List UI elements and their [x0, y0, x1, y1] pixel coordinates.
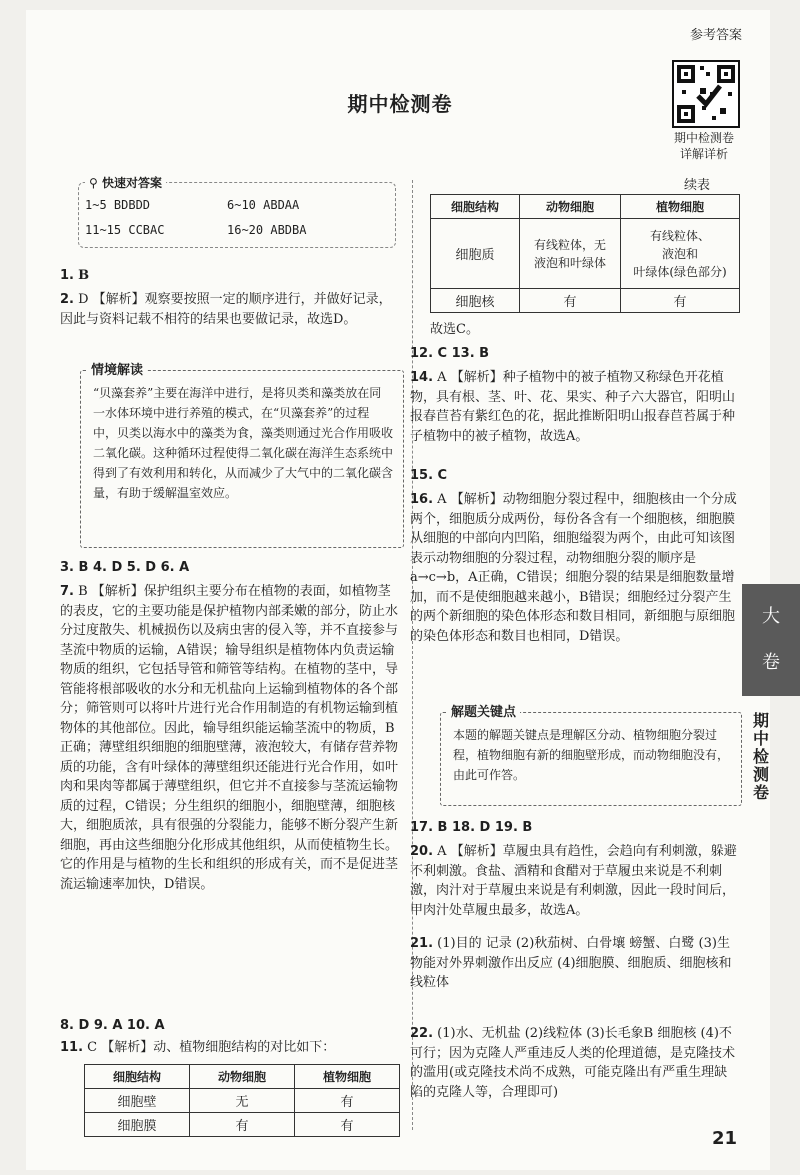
answer-text: (1)水、无机盐 (2)线粒体 (3)长毛象B 细胞核 (4)不可行；因为克隆人严重违反人类的伦理道德，是克隆技术的滥用(或克隆技术尚不成熟，可能克隆出有严重生理缺陷的克隆人等，合理即可) [410, 1026, 736, 1100]
table-cell [520, 219, 621, 289]
answer-22 [410, 1024, 740, 1102]
answer-1 [60, 266, 400, 286]
answer-11-end: 故选C。 [430, 322, 479, 337]
magnifier-icon: ⚲ [89, 176, 98, 190]
answer-20 [410, 842, 740, 920]
answer-number: 11. [60, 1040, 84, 1055]
quick-answer-cell: 16~20 ABDBA [227, 223, 307, 237]
answer-7 [60, 582, 400, 894]
table-cell: 有 [295, 1113, 400, 1137]
table-cell [621, 219, 740, 289]
table-row [85, 1113, 400, 1137]
quick-answers-title: 快速对答案 [101, 176, 162, 190]
table-row [85, 1089, 400, 1113]
answer-14 [410, 368, 740, 446]
table-header: 动物细胞 [190, 1065, 295, 1089]
table-cell: 有 [190, 1113, 295, 1137]
answer-2 [60, 290, 400, 329]
quick-answer-cell: 6~10 ABDAA [227, 198, 300, 212]
table-cell: 细胞膜 [85, 1113, 190, 1137]
answer-number: 20. [410, 844, 434, 859]
qr-code-icon [672, 60, 740, 128]
answer-text: B 【解析】保护组织主要分布在植物的表面，如植物茎的表皮，它的主要功能是保护植物内部柔嫩的部分，防止水分过度散失、机械损伤以及病虫害的侵入等，并不直接参与茎流中物质的运输，A错误；输导组织是植物体内负责运输物质的组织，它包括导管和筛管等结构。在植物的茎中，导管能将根部吸收的水分和无机盐向上运输到植物体的各个部分；筛管则可以将叶片进行光合作用制造的有机物运输到植物体的其他部位。因此，输导组织能运输茎流中的物质，B正确；薄壁组织细胞的细胞壁薄，液泡较大，有储存营养物质的功能，含有叶绿体的薄壁组织还能进行光合作用，如叶肉和果肉等都属于薄壁组织，但它并不直接参与茎流运输物质的过程，C错误；分生组织的细胞小，细胞壁薄，细胞核大，细胞质浓，具有很强的分裂能力，能够不断分裂产生新细胞，再由这些细胞分化形成其他组织，从而使植物生长。它的作用是与植物的生长和组织的形成有关，而不是促进茎流运输速率加快，D错误。 [60, 584, 399, 892]
quick-answers-heading [85, 174, 166, 191]
table-cell: 无 [190, 1089, 295, 1113]
quick-answers-box [78, 176, 396, 248]
table-row [431, 219, 740, 289]
cell-structure-table-continued [430, 194, 740, 313]
answers-12-13: 12. C 13. B [410, 346, 490, 361]
answer-text: D 【解析】观察要按照一定的顺序进行，并做好记录，因此与资料记载不相符的结果也要做记录，故选D。 [60, 292, 392, 327]
context-reading-box [80, 363, 404, 548]
qr-caption [664, 130, 744, 162]
table-header: 细胞结构 [85, 1065, 190, 1089]
context-reading-text: “贝藻套养”主要在海洋中进行，是将贝类和藻类放在同一水体环境中进行养殖的模式，在“贝藻套养”的过程中，贝类以海水中的藻类为食，藻类则通过光合作用吸收二氧化碳。这种循环过程使得二氧化碳在海洋生态系统中得到了有效利用和转化，从而减少了大气中的二氧化碳含量，有助于缓解温室效应。 [93, 386, 394, 500]
answer-number: 16. [410, 492, 434, 507]
key-point-box [440, 705, 742, 806]
answer-15: 15. C [410, 468, 448, 483]
answer-text: C 【解析】动、植物细胞结构的对比如下： [87, 1040, 336, 1055]
table-header-row [431, 195, 740, 219]
answer-text: A 【解析】草履虫具有趋性，会趋向有利刺激，躲避不利刺激。食盐、酒精和食醋对于草履虫来说是不利刺激，肉汁对于草履虫来说是有利刺激，因此一段时间后，甲肉汁处草履虫最多，故选A。 [410, 844, 737, 918]
side-tab [742, 584, 800, 696]
context-reading-heading: 情境解读 [87, 361, 147, 381]
table-header: 植物细胞 [621, 195, 740, 219]
table-header-row [85, 1065, 400, 1089]
side-tab-top: 大 [762, 606, 780, 627]
cell-line: 有线粒体，无 [533, 237, 606, 252]
answer-16 [410, 490, 740, 646]
table-header: 动物细胞 [520, 195, 621, 219]
qr-caption-line1: 期中检测卷 [673, 131, 734, 145]
table-cell: 细胞壁 [85, 1089, 190, 1113]
table-cell: 细胞核 [431, 289, 520, 313]
answer-number: 14. [410, 370, 434, 385]
table-cell: 细胞质 [431, 219, 520, 289]
page-number: 21 [712, 1128, 738, 1149]
answer-text: A 【解析】动物细胞分裂过程中，细胞核由一个分成两个，细胞质分成两份，每份各含有一个细胞核，细胞膜从细胞的中部向内凹陷，细胞缢裂为两个，由此可知该图表示动物细胞的分裂过程，动物细胞分裂的顺序是 a→c→b，A正确，C错误；细胞分裂的结果是细胞数量增加，而不是使细胞越来越小，B错误；细胞经过分裂产生的两个新细胞的染色体形态和数目相同，新细胞与原细胞的染色体形态和数目也相同，D错误。 [410, 492, 737, 644]
cell-structure-table [84, 1064, 400, 1137]
side-tab-mid: 卷 [762, 652, 780, 673]
answer-text: A 【解析】种子植物中的被子植物又称绿色开花植物，具有根、茎、叶、花、果实、种子六大器官，阳明山报春苣苔有紫红色的花，据此推断阳明山报春苣苔属于种子植物中的被子植物，故选A。 [410, 370, 736, 444]
answer-number: 7. [60, 584, 74, 599]
answer-text: (1)目的 记录 (2)秋茄树、白骨壤 螃蟹、白鹭 (3)生物能对外界刺激作出反应 (4)细胞膜、细胞质、细胞核和线粒体 [410, 936, 732, 990]
answer-number: 21. [410, 936, 434, 951]
quick-answer-cell: 1~5 BDBDD [85, 198, 151, 212]
answer-number: 22. [410, 1026, 434, 1041]
key-point-text: 本题的解题关键点是理解区分动、植物细胞分裂过程，植物细胞有新的细胞壁形成，而动物细胞没有，由此可作答。 [453, 728, 730, 782]
quick-answer-cell: 11~15 CCBAC [85, 223, 165, 237]
page-title: 期中检测卷 [347, 92, 453, 116]
answer-choice: B [78, 268, 90, 283]
side-tab-section: 期中检测卷 [752, 711, 769, 802]
table-cell: 有 [295, 1089, 400, 1113]
table-header: 植物细胞 [295, 1065, 400, 1089]
continued-table-label: 续表 [684, 178, 711, 193]
table-cell: 有 [621, 289, 740, 313]
answer-number: 2. [60, 292, 74, 307]
qr-caption-line2: 详解详析 [679, 147, 728, 161]
answer-number: 1. [60, 268, 74, 283]
header-tag: 参考答案 [690, 28, 743, 43]
table-cell: 有 [520, 289, 621, 313]
cell-line: 有线粒体、 [649, 228, 710, 243]
answers-8-10: 8. D 9. A 10. A [60, 1018, 165, 1033]
key-point-heading: 解题关键点 [447, 703, 520, 723]
table-row [431, 289, 740, 313]
answer-11 [60, 1038, 400, 1058]
cell-line: 叶绿体(绿色部分) [633, 264, 727, 279]
answers-3-6: 3. B 4. D 5. D 6. A [60, 560, 190, 575]
cell-line: 液泡和 [661, 246, 698, 261]
answers-17-19: 17. B 18. D 19. B [410, 820, 533, 835]
table-header: 细胞结构 [431, 195, 520, 219]
cell-line: 液泡和叶绿体 [533, 255, 606, 270]
answer-21 [410, 934, 740, 993]
